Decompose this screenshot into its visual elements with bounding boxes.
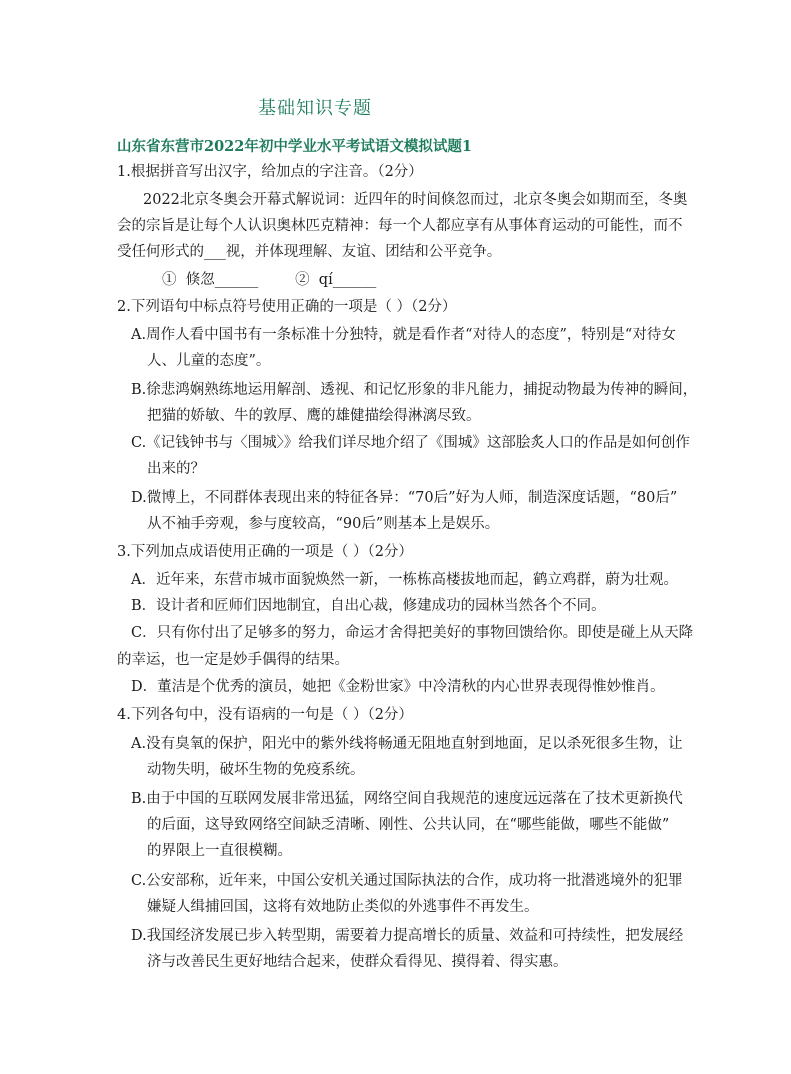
question-4-option-a: A.没有臭氧的保护，阳光中的紫外线将畅通无阻地直射到地面，足以杀死很多生物，让 — [131, 736, 683, 752]
question-2-stem: 2.下列语句中标点符号使用正确的一项是（ ）（2分） — [117, 299, 457, 315]
question-2-option-b: B.徐悲鸿娴熟练地运用解剖、透视、和记忆形象的非凡能力，捕捉动物最为传神的瞬间， — [131, 382, 698, 398]
question-4-option-b-cont: 的界限上一直很模糊。 — [147, 843, 292, 859]
question-2-option-d-cont: 从不袖手旁观，参与度较高，“90后”则基本上是娱乐。 — [147, 516, 500, 532]
question-4-option-c: C.公安部称，近年来，中国公安机关通过国际执法的合作，成功将一批潜逃境外的犯罪 — [131, 873, 683, 889]
question-3-option-a: A．近年来，东营市城市面貌焕然一新，一栋栋高楼拔地而起，鹤立鸡群，蔚为壮观。 — [131, 572, 678, 588]
question-4-option-c-cont: 嫌疑人缉捕回国，这将有效地防止类似的外逃事件不再发生。 — [147, 899, 539, 915]
question-1-blanks: ① 倏忽______ ② qí______ — [162, 272, 377, 288]
question-4-option-d-cont: 济与改善民生更好地结合起来，使群众看得见、摸得着、得实惠。 — [147, 954, 568, 970]
question-2-option-d: D.微博上，不同群体表现出来的特征各异：“70后”好为人师，制造深度话题，“80后” — [131, 490, 678, 506]
question-1-passage-line: 会的宗旨是让每个人认识奥林匹克精神：每一个人都应享有从事体育运动的可能性，而不 — [117, 218, 683, 234]
question-1-passage-line: 2022北京冬奥会开幕式解说词：近四年的时间倏忽而过，北京冬奥会如期而至，冬奥 — [143, 192, 688, 208]
exam-subtitle: 山东省东营市2022年初中学业水平考试语文模拟试题1 — [117, 138, 472, 155]
question-4-option-d: D.我国经济发展已步入转型期，需要着力提高增长的质量、效益和可持续性，把发展经 — [131, 928, 684, 944]
question-2-option-c: C.《记钱钟书与〈围城〉》给我们详尽地介绍了《围城》这部脍炙人口的作品是如何创作 — [131, 435, 690, 451]
question-2-option-c-cont: 出来的？ — [147, 461, 205, 477]
question-3-option-c: C．只有你付出了足够多的努力，命运才舍得把美好的事物回馈给你。即使是碰上从天降 — [131, 625, 694, 641]
question-3-stem: 3.下列加点成语使用正确的一项是（ ）（2分） — [117, 544, 413, 560]
question-4-option-b-cont: 的后面，这导致网络空间缺乏清晰、刚性、公共认同，在“哪些能做，哪些不能做” — [147, 817, 670, 833]
question-3-option-d: D．董洁是个优秀的演员，她把《金粉世家》中冷清秋的内心世界表现得惟妙惟肖。 — [131, 679, 665, 695]
question-2-option-b-cont: 把猫的娇敏、牛的敦厚、鹰的雄健描绘得淋漓尽致。 — [147, 408, 481, 424]
question-4-option-b: B.由于中国的互联网发展非常迅猛，网络空间自我规范的速度远远落在了技术更新换代 — [131, 791, 683, 807]
question-2-option-a: A.周作人看中国书有一条标准十分独特，就是看作者“对待人的态度”，特别是“对待女 — [131, 327, 676, 343]
question-1-stem: 1.根据拼音写出汉字，给加点的字注音。（2分） — [117, 164, 423, 180]
question-4-option-a-cont: 动物失明，破坏生物的免疫系统。 — [147, 762, 365, 778]
question-3-option-b: B．设计者和匠师们因地制宜，自出心裁，修建成功的园林当然各个不同。 — [131, 598, 606, 614]
question-2-option-a-cont: 人、儿童的态度”。 — [147, 353, 271, 369]
question-1-passage-line: 受任何形式的___视，并体现理解、友谊、团结和公平竞争。 — [117, 244, 502, 260]
question-4-stem: 4.下列各句中，没有语病的一句是（ ）（2分） — [117, 707, 413, 723]
question-3-option-c-cont: 的幸运，也一定是妙手偶得的结果。 — [117, 652, 349, 668]
page-title: 基础知识专题 — [258, 98, 372, 119]
